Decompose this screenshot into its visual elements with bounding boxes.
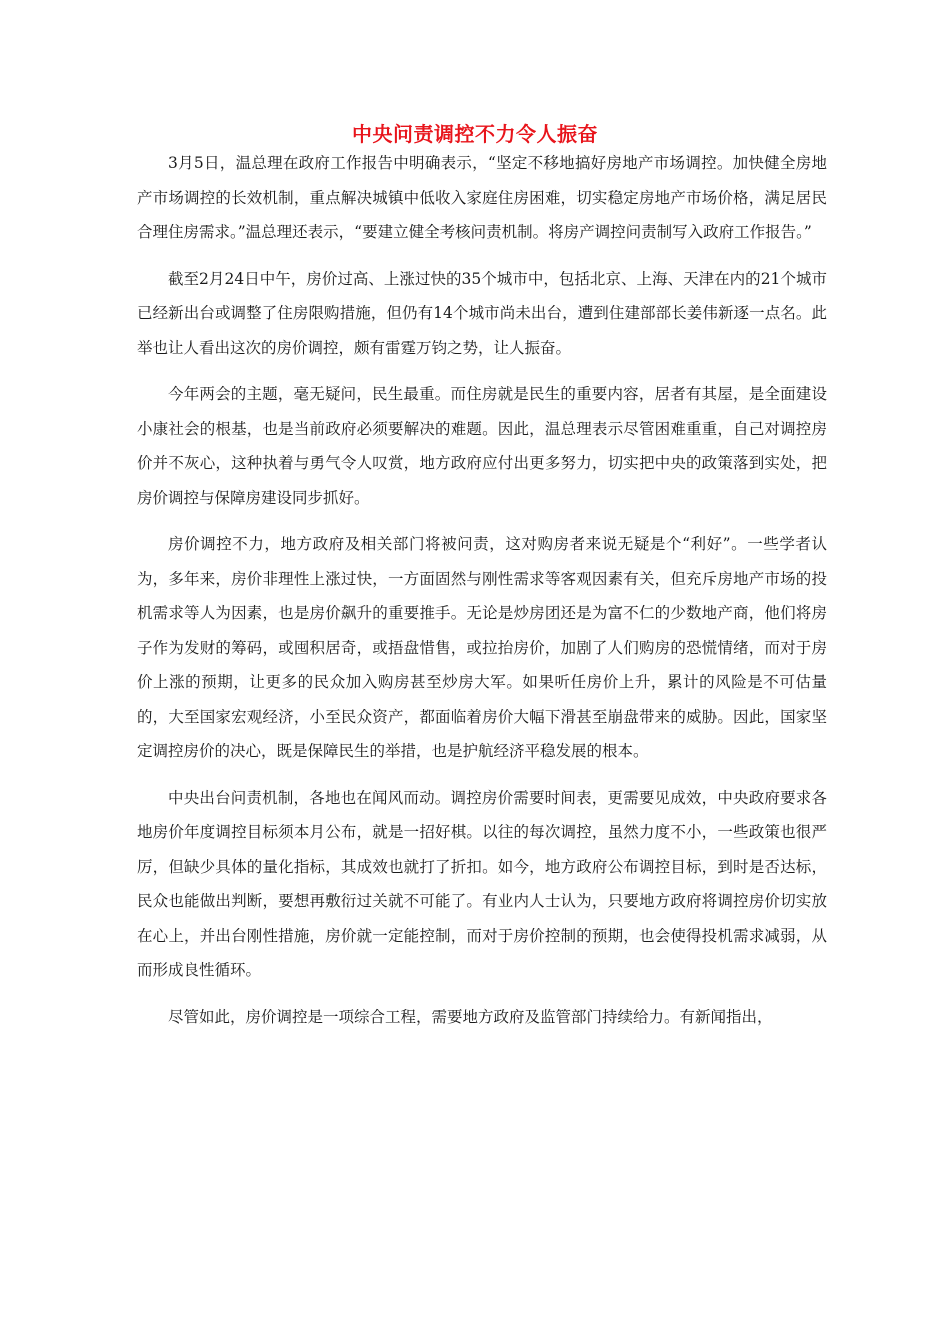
paragraph-3: 今年两会的主题，毫无疑问，民生最重。而住房就是民生的重要内容，居者有其屋，是全面建设小康社会的根基，也是当前政府必须要解决的难题。因此，温总理表示尽管困难重重，自己对调控房价并不灰心，这种执着与勇气令人叹赏，地方政府应付出更多努力，切实把中央的政策落到实处，把房价调控与保障房建设同步抓好。 <box>137 385 827 507</box>
article-body <box>137 146 827 1046</box>
paragraph-2: 截至2月24日中午，房价过高、上涨过快的35个城市中，包括北京、上海、天津在内的21个城市已经新出台或调整了住房限购措施，但仍有14个城市尚未出台，遭到住建部部长姜伟新逐一点名。此举也让人看出这次的房价调控，颇有雷霆万钧之势，让人振奋。 <box>137 269 827 357</box>
paragraph-4: 房价调控不力，地方政府及相关部门将被问责，这对购房者来说无疑是个“利好”。一些学者认为，多年来，房价非理性上涨过快，一方面固然与刚性需求等客观因素有关，但充斥房地产市场的投机需求等人为因素，也是房价飙升的重要推手。无论是炒房团还是为富不仁的少数地产商，他们将房子作为发财的筹码，或囤积居奇，或捂盘惜售，或拉抬房价，加剧了人们购房的恐慌情绪，而对于房价上涨的预期，让更多的民众加入购房甚至炒房大军。如果听任房价上升，累计的风险是不可估量的，大至国家宏观经济，小至民众资产，都面临着房价大幅下滑甚至崩盘带来的威胁。因此，国家坚定调控房价的决心，既是保障民生的举措，也是护航经济平稳发展的根本。 <box>137 535 827 760</box>
paragraph-1: 3月5日，温总理在政府工作报告中明确表示，“坚定不移地搞好房地产市场调控。加快健全房地产市场调控的长效机制，重点解决城镇中低收入家庭住房困难，切实稳定房地产市场价格，满足居民合理住房需求。”温总理还表示，“要建立健全考核问责机制。将房产调控问责制写入政府工作报告。” <box>137 154 827 241</box>
paragraph-6: 尽管如此，房价调控是一项综合工程，需要地方政府及监管部门持续给力。有新闻指出， <box>168 1007 773 1026</box>
document-title: 中央问责调控不力令人振奋 <box>352 122 598 146</box>
paragraph-5: 中央出台问责机制，各地也在闻风而动。调控房价需要时间表，更需要见成效，中央政府要求各地房价年度调控目标须本月公布，就是一招好棋。以往的每次调控，虽然力度不小，一些政策也很严厉，但缺少具体的量化指标，其成效也就打了折扣。如今，地方政府公布调控目标，到时是否达标，民众也能做出判断，要想再敷衍过关就不可能了。有业内人士认为，只要地方政府将调控房价切实放在心上，并出台刚性措施，房价就一定能控制，而对于房价控制的预期，也会使得投机需求减弱，从而形成良性循环。 <box>137 788 827 979</box>
